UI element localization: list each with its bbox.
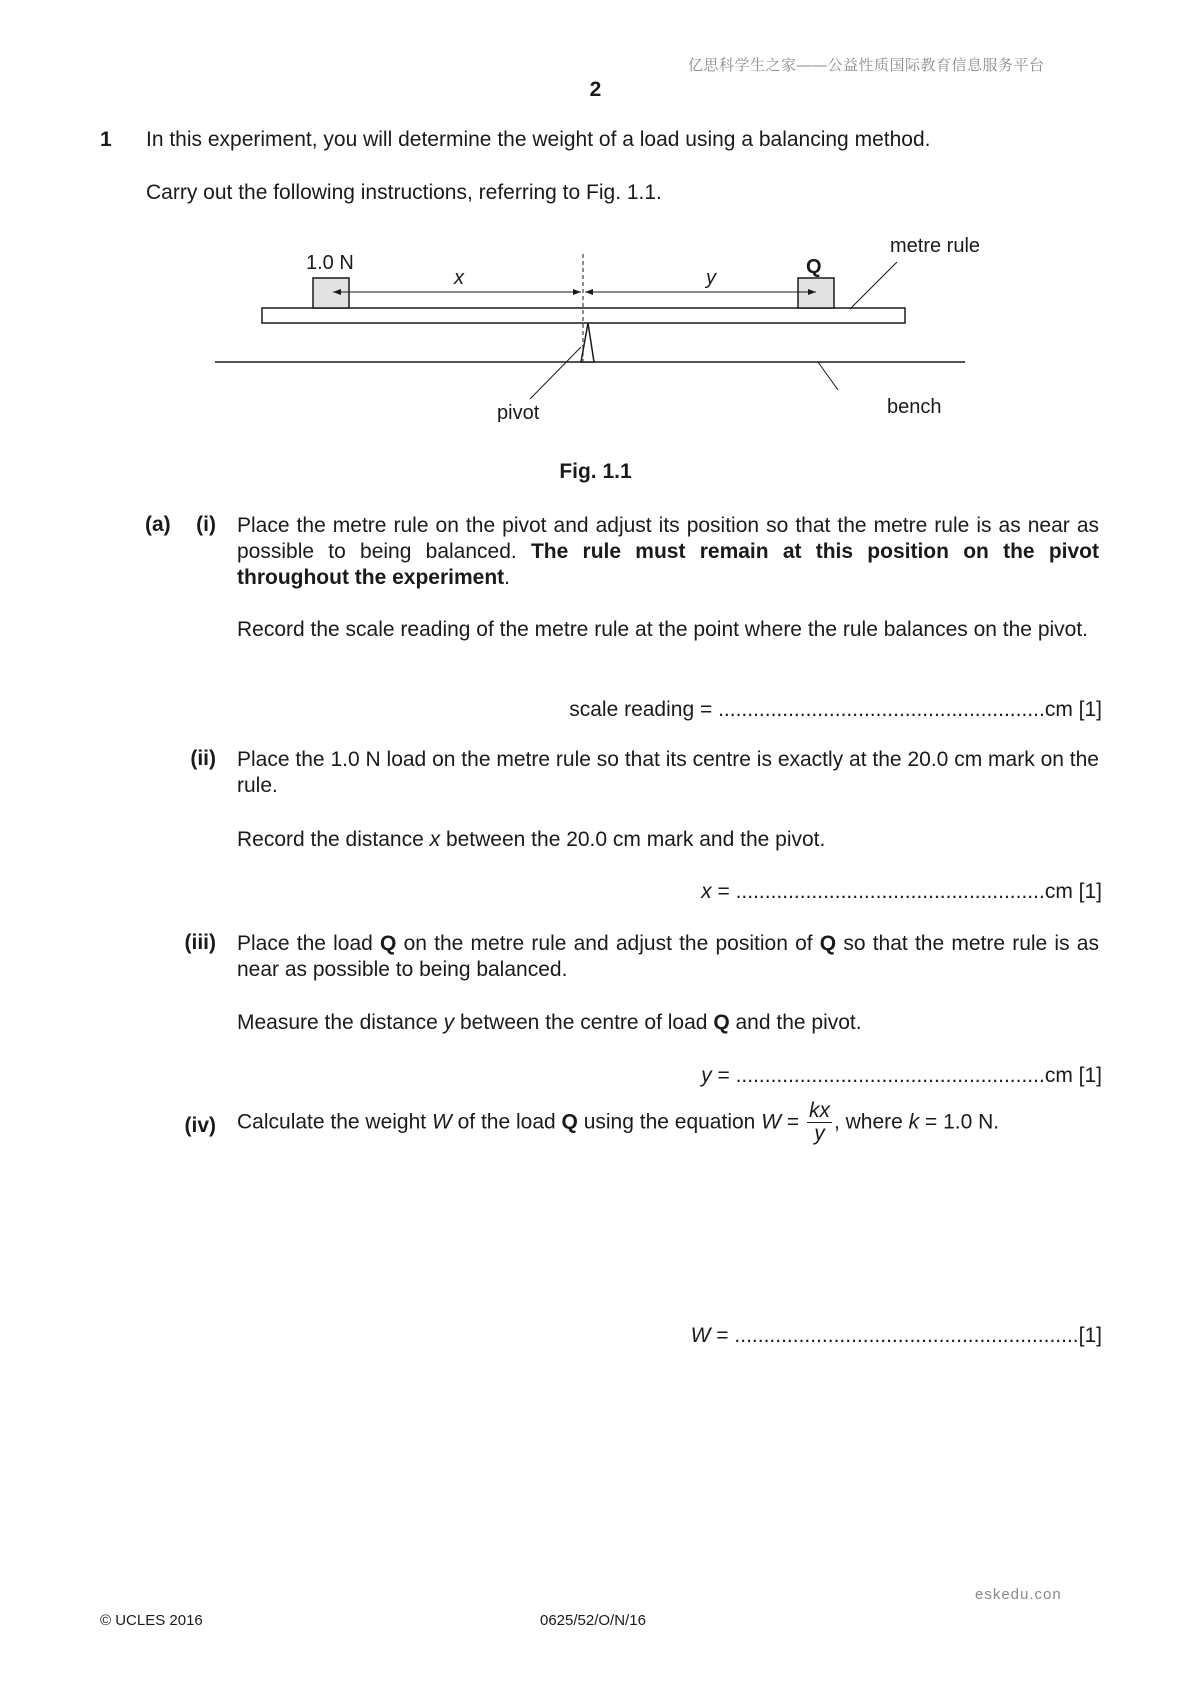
- page-number: 2: [589, 78, 602, 101]
- part-a-iii-text-2: Measure the distance y between the centre of load Q and the pivot.: [237, 1011, 862, 1034]
- part-a-ii-label: (ii): [190, 747, 216, 770]
- question-instruction: Carry out the following instructions, referring to Fig. 1.1.: [146, 181, 662, 204]
- part-a-i-text: Place the metre rule on the pivot and adjust its position so that the metre rule is as near as possible to being balanced. The rule must remain at this position on the pivot throughout the experiment.: [237, 514, 1099, 589]
- answer-line-scale-reading[interactable]: scale reading = ........................................................cm [1]: [569, 698, 1102, 721]
- pivot-leader: [530, 347, 581, 399]
- label-q: Q: [806, 256, 822, 278]
- part-a-iii-label: (iii): [184, 931, 216, 954]
- part-a-iii-text: Place the load Q on the metre rule and adjust the position of Q so that the metre rule is as near as possible to being balanced.: [237, 932, 1099, 981]
- answer-line-w[interactable]: W = ...........................................................[1]: [690, 1324, 1102, 1347]
- question-intro: In this experiment, you will determine the weight of a load using a balancing method.: [146, 128, 931, 151]
- x-arrow-right: [573, 289, 581, 295]
- part-a-ii-text-2: Record the distance x between the 20.0 cm mark and the pivot.: [237, 828, 826, 851]
- figure-balance-diagram: [200, 222, 980, 422]
- metre-rule-leader: [850, 262, 897, 309]
- part-a-iv-label: (iv): [184, 1114, 216, 1137]
- part-a-i-label: (i): [196, 513, 216, 536]
- label-metre-rule: metre rule: [890, 235, 980, 257]
- part-a-ii-text: Place the 1.0 N load on the metre rule so that its centre is exactly at the 20.0 cm mark on the rule.: [237, 748, 1099, 797]
- bench-leader: [818, 362, 838, 390]
- part-a-label: (a): [145, 513, 171, 536]
- footer-copyright: © UCLES 2016: [100, 1612, 203, 1629]
- question-number: 1: [100, 128, 112, 151]
- part-a-iv-text: Calculate the weight W of the load Q using the equation W = $\frac{kx}{y}$ , where k = 1.0 N.: [237, 1099, 1000, 1145]
- label-y: y: [706, 267, 716, 289]
- figure-caption: Fig. 1.1: [559, 460, 632, 483]
- load-q-box: [798, 278, 834, 308]
- label-pivot: pivot: [497, 402, 540, 422]
- footer-paper-code: 0625/52/O/N/16: [540, 1612, 646, 1629]
- y-arrow-left: [585, 289, 593, 295]
- pivot-shape: [581, 323, 594, 362]
- part-a-i-text-2: Record the scale reading of the metre rule at the point where the rule balances on the pivot.: [237, 618, 1089, 641]
- label-load: 1.0 N: [306, 252, 354, 274]
- label-x: x: [454, 267, 464, 289]
- label-bench: bench: [887, 396, 942, 418]
- load-1n-box: [313, 278, 349, 308]
- answer-line-x[interactable]: x = .....................................................cm [1]: [701, 880, 1102, 903]
- answer-line-y[interactable]: y = .....................................................cm [1]: [701, 1064, 1102, 1087]
- header-watermark: 亿思科学生之家——公益性质国际教育信息服务平台: [688, 57, 1045, 74]
- equation-fraction: $\frac{kx}{y}$: [808, 1099, 830, 1145]
- footer-watermark: eskedu.con: [975, 1586, 1062, 1603]
